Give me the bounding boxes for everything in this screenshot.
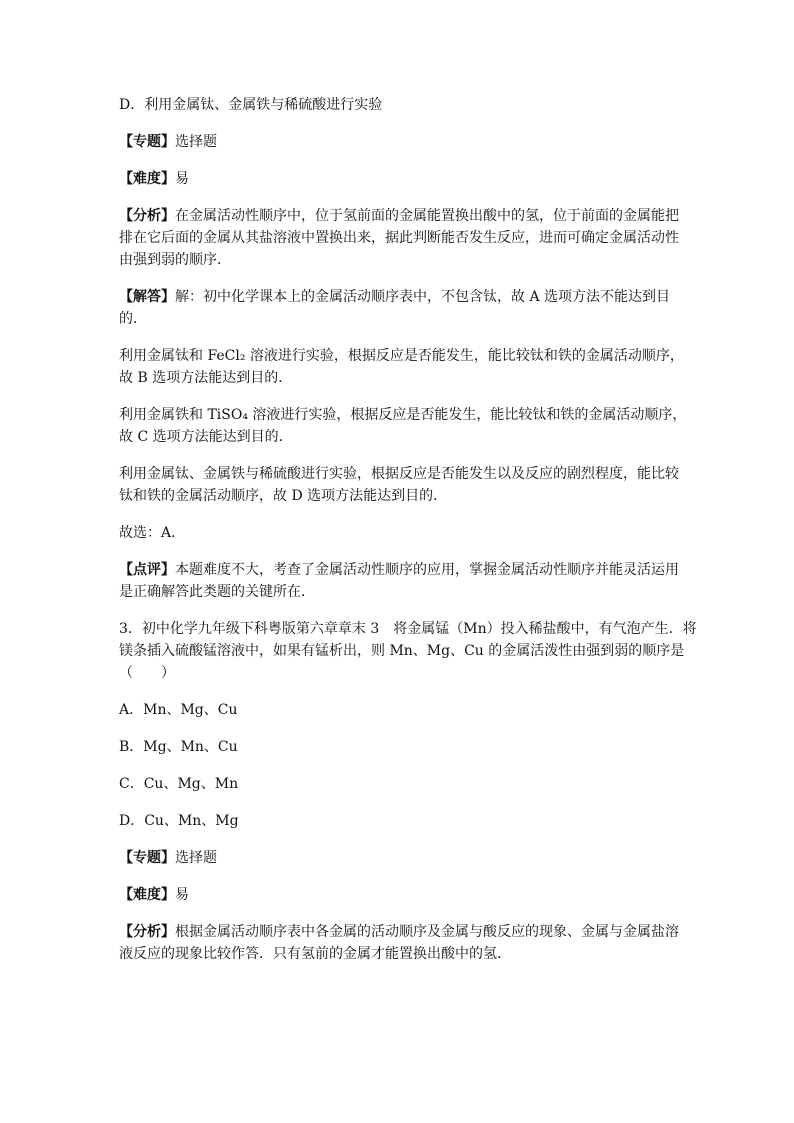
section-tag: 【点评】 — [119, 562, 175, 578]
labeled-paragraph — [119, 131, 689, 153]
text-line — [119, 94, 689, 116]
line-text: 在金属活动性顺序中，位于氢前面的金属能置换出酸中的氢，位于前面的金属能把 — [175, 208, 679, 224]
line-text: 钛和铁的金属活动顺序，故 D 选项方法能达到目的． — [119, 488, 448, 504]
line-text: 本题难度不大，考查了金属活动性顺序的应用，掌握金属活动性顺序并能灵活运用 — [175, 562, 679, 578]
line-text: 由强到弱的顺序． — [119, 252, 231, 268]
text-line — [119, 131, 689, 153]
paragraph — [119, 736, 689, 758]
paragraph — [119, 404, 689, 448]
line-text: 故 B 选项方法能达到目的． — [119, 370, 293, 386]
section-tag: 【专题】 — [119, 850, 175, 866]
text-line — [119, 463, 689, 485]
line-text: C．Cu、Mg、Mn — [119, 776, 239, 792]
paragraph — [119, 699, 689, 721]
text-line — [119, 618, 697, 640]
labeled-paragraph — [119, 205, 689, 271]
labeled-paragraph — [119, 559, 689, 603]
line-text: 易 — [175, 171, 189, 187]
text-line — [119, 943, 689, 965]
text-line — [119, 921, 689, 943]
text-line — [119, 736, 689, 758]
text-line — [119, 773, 689, 795]
line-text: 故 C 选项方法能达到目的． — [119, 429, 293, 445]
paragraph — [119, 94, 689, 116]
line-text: 利用金属钛、金属铁与稀硫酸进行实验，根据反应是否能发生以及反应的剧烈程度，能比较 — [119, 466, 679, 482]
text-line — [119, 168, 689, 190]
text-line — [119, 404, 689, 426]
text-line — [119, 308, 689, 330]
labeled-paragraph — [119, 168, 689, 190]
line-text: 液反应的现象比较作答．只有氢前的金属才能置换出酸中的氢． — [119, 946, 511, 962]
line-text: 选择题 — [175, 134, 217, 150]
line-text: 利用金属钛和 FeCl₂ 溶液进行实验，根据反应是否能发生，能比较钛和铁的金属活动顺序， — [119, 348, 684, 364]
section-tag: 【难度】 — [119, 171, 175, 187]
section-tag: 【解答】 — [119, 289, 175, 305]
text-line — [119, 699, 689, 721]
text-line — [119, 227, 689, 249]
paragraph — [119, 522, 689, 544]
text-line — [119, 810, 689, 832]
text-line — [119, 662, 689, 684]
line-text: （ ） — [119, 665, 175, 681]
document-page — [119, 94, 697, 980]
section-tag: 【难度】 — [119, 887, 175, 903]
text-line — [119, 581, 689, 603]
text-line — [119, 426, 689, 448]
text-line — [119, 559, 689, 581]
labeled-paragraph — [119, 847, 689, 869]
section-tag: 【分析】 — [119, 924, 175, 940]
section-tag: 【专题】 — [119, 134, 175, 150]
text-line — [119, 884, 689, 906]
line-text: 3．初中化学九年级下科粤版第六章章末 3 将金属锰（Mn）投入稀盐酸中，有气泡产生．将 — [119, 621, 697, 637]
line-text: 是正确解答此类题的关键所在． — [119, 584, 315, 600]
line-text: D．利用金属钛、金属铁与稀硫酸进行实验 — [119, 97, 383, 113]
text-line — [119, 485, 689, 507]
text-line — [119, 345, 689, 367]
paragraph — [119, 773, 689, 795]
text-line — [119, 205, 689, 227]
labeled-paragraph — [119, 921, 689, 965]
paragraph — [119, 463, 689, 507]
paragraph — [119, 345, 689, 389]
labeled-paragraph — [119, 286, 689, 330]
labeled-paragraph — [119, 884, 689, 906]
section-tag: 【分析】 — [119, 208, 175, 224]
text-line — [119, 847, 689, 869]
line-text: A．Mn、Mg、Cu — [119, 702, 238, 718]
text-line — [119, 249, 689, 271]
paragraph — [119, 618, 697, 684]
line-text: 易 — [175, 887, 189, 903]
text-line — [119, 640, 689, 662]
text-line — [119, 286, 689, 308]
text-line — [119, 367, 689, 389]
line-text: 根据金属活动顺序表中各金属的活动顺序及金属与酸反应的现象、金属与金属盐溶 — [175, 924, 679, 940]
paragraph — [119, 810, 689, 832]
line-text: 解：初中化学课本上的金属活动顺序表中，不包含钛，故 A 选项方法不能达到目 — [175, 289, 671, 305]
line-text: 利用金属铁和 TiSO₄ 溶液进行实验，根据反应是否能发生，能比较钛和铁的金属活动顺序， — [119, 407, 687, 423]
line-text: B．Mg、Mn、Cu — [119, 739, 238, 755]
line-text: 排在它后面的金属从其盐溶液中置换出来，据此判断能否发生反应，进而可确定金属活动性 — [119, 230, 679, 246]
line-text: 的． — [119, 311, 147, 327]
line-text: 故选：A． — [119, 525, 186, 541]
line-text: D．Cu、Mn、Mg — [119, 813, 239, 829]
line-text: 镁条插入硫酸锰溶液中，如果有锰析出，则 Mn、Mg、Cu 的金属活泼性由强到弱的顺序是 — [119, 643, 685, 659]
text-line — [119, 522, 689, 544]
line-text: 选择题 — [175, 850, 217, 866]
